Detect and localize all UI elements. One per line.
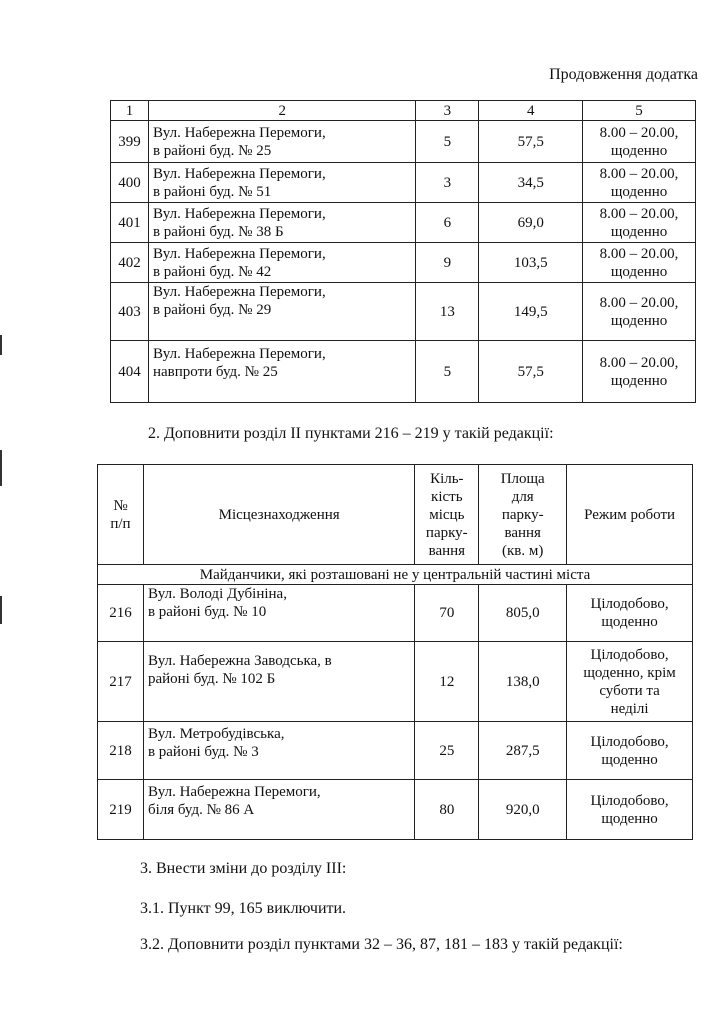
places-cell: 13	[416, 283, 479, 341]
area-cell: 57,5	[479, 121, 583, 163]
table-row	[111, 243, 696, 283]
mode-cell	[567, 722, 693, 780]
row-number: 399	[111, 121, 149, 163]
mode-line: неділі	[610, 700, 649, 717]
mode-cell	[567, 642, 693, 722]
address-cell	[143, 585, 414, 642]
hours-cell	[583, 341, 696, 403]
address-line: біля буд. № 86 А	[147, 802, 255, 818]
col-header-1: 1	[111, 101, 149, 121]
hours-line: 8.00 – 20.00,	[599, 205, 679, 222]
header-area	[479, 465, 567, 565]
area-cell: 34,5	[479, 163, 583, 203]
address-line: Вул. Набережна Перемоги,	[152, 346, 326, 362]
mode-line: Цілодобово,	[590, 646, 669, 663]
hours-line: 8.00 – 20.00,	[599, 245, 679, 262]
places-cell: 9	[416, 243, 479, 283]
table-header-row	[98, 465, 693, 565]
address-line: в районі буд. № 42	[152, 263, 272, 280]
address-line: Вул. Володі Дубініна,	[147, 586, 287, 602]
address-cell	[143, 642, 414, 722]
table-row	[98, 780, 693, 840]
row-number: 402	[111, 243, 149, 283]
col-header-5: 5	[583, 101, 696, 121]
address-cell	[143, 722, 414, 780]
table-row	[111, 121, 696, 163]
header-line: Площа	[500, 470, 545, 487]
header-line: для	[511, 488, 534, 505]
header-location: Місцезнаходження	[143, 465, 414, 565]
address-line: Вул. Набережна Перемоги,	[152, 165, 326, 182]
row-number: 404	[111, 341, 149, 403]
address-cell	[148, 243, 415, 283]
col-header-2: 2	[148, 101, 415, 121]
hours-line: щоденно	[610, 183, 668, 200]
hours-cell	[583, 203, 696, 243]
mode-cell	[567, 780, 693, 840]
header-line: парку-	[501, 506, 544, 523]
address-cell	[148, 163, 415, 203]
table-new-items	[97, 464, 693, 840]
places-cell: 25	[415, 722, 479, 780]
address-line: Вул. Набережна Заводська, в	[147, 653, 332, 669]
places-cell: 5	[416, 121, 479, 163]
places-cell: 3	[416, 163, 479, 203]
area-cell: 805,0	[479, 585, 567, 642]
hours-cell	[583, 163, 696, 203]
hours-line: 8.00 – 20.00,	[599, 124, 679, 141]
continuation-note: Продовження додатка	[549, 66, 698, 83]
address-line: навпроти буд. № 25	[152, 364, 278, 380]
area-cell: 69,0	[479, 203, 583, 243]
col-header-3: 3	[416, 101, 479, 121]
row-number: 400	[111, 163, 149, 203]
header-line: (кв. м)	[502, 542, 544, 559]
table-row	[111, 163, 696, 203]
header-num	[98, 465, 144, 565]
address-line: Вул. Набережна Перемоги,	[152, 284, 326, 300]
header-places	[415, 465, 479, 565]
header-line: №	[113, 497, 128, 514]
address-line: Вул. Набережна Перемоги,	[152, 245, 326, 262]
mode-line: щоденно	[601, 810, 658, 827]
header-line: вання	[504, 524, 541, 541]
header-line: місць	[429, 506, 465, 523]
hours-line: щоденно	[610, 223, 668, 240]
header-mode: Режим роботи	[567, 465, 693, 565]
section-title: Майданчики, які розташовані не у центральній частині міста	[98, 565, 693, 585]
address-cell	[143, 780, 414, 840]
header-line: Кіль-	[430, 470, 464, 487]
address-line: в районі буд. № 10	[147, 604, 267, 620]
address-cell	[148, 283, 415, 341]
paragraph-3: 3. Внести зміни до розділу ІІІ:	[140, 860, 347, 877]
hours-line: щоденно	[610, 142, 668, 159]
paragraph-3-2: 3.2. Доповнити розділ пунктами 32 – 36, 87, 181 – 183 у такій редакції:	[140, 936, 623, 953]
mode-line: Цілодобово,	[590, 596, 669, 612]
mode-line: Цілодобово,	[590, 792, 669, 809]
table-continuation	[110, 100, 696, 403]
area-cell: 103,5	[479, 243, 583, 283]
col-header-4: 4	[479, 101, 583, 121]
row-number: 401	[111, 203, 149, 243]
header-line: парку-	[425, 524, 468, 541]
header-line: кість	[431, 488, 463, 505]
header-line: п/п	[110, 515, 131, 532]
hours-line: 8.00 – 20.00,	[599, 354, 679, 371]
places-cell: 12	[415, 642, 479, 722]
address-line: Вул. Набережна Перемоги,	[147, 784, 321, 800]
scan-margin-mark	[0, 596, 2, 624]
mode-line: щоденно, крім	[583, 664, 676, 681]
table-row	[111, 341, 696, 403]
address-line: в районі буд. № 25	[152, 142, 272, 159]
places-cell: 5	[416, 341, 479, 403]
row-number: 219	[98, 780, 144, 840]
hours-line: 8.00 – 20.00,	[599, 165, 679, 182]
area-cell: 287,5	[479, 722, 567, 780]
places-cell: 80	[415, 780, 479, 840]
area-cell: 149,5	[479, 283, 583, 341]
area-cell: 57,5	[479, 341, 583, 403]
address-cell	[148, 203, 415, 243]
hours-line: щоденно	[610, 312, 668, 329]
table-row	[98, 722, 693, 780]
row-number: 216	[98, 585, 144, 642]
table-row	[111, 203, 696, 243]
mode-cell	[567, 585, 693, 642]
row-number: 217	[98, 642, 144, 722]
address-line: в районі буд. № 3	[147, 744, 259, 760]
paragraph-2: 2. Доповнити розділ ІІ пунктами 216 – 219 у такій редакції:	[148, 425, 554, 442]
table-row	[98, 585, 693, 642]
hours-line: щоденно	[610, 263, 668, 280]
header-line: вання	[428, 542, 466, 559]
mode-line: щоденно	[601, 614, 658, 630]
address-line: районі буд. № 102 Б	[147, 671, 276, 687]
paragraph-3-1: 3.1. Пункт 99, 165 виключити.	[140, 900, 347, 917]
hours-line: 8.00 – 20.00,	[599, 294, 679, 311]
section-row	[98, 565, 693, 585]
hours-line: щоденно	[610, 372, 668, 389]
area-cell: 138,0	[479, 642, 567, 722]
places-cell: 6	[416, 203, 479, 243]
address-cell	[148, 341, 415, 403]
scan-margin-mark	[0, 450, 2, 486]
mode-line: щоденно	[601, 751, 658, 768]
places-cell: 70	[415, 585, 479, 642]
hours-cell	[583, 243, 696, 283]
address-line: Вул. Метробудівська,	[147, 726, 285, 742]
table-header-row	[111, 101, 696, 121]
hours-cell	[583, 121, 696, 163]
address-line: Вул. Набережна Перемоги,	[152, 124, 326, 141]
table-row	[111, 283, 696, 341]
scan-margin-mark	[0, 335, 2, 355]
address-line: в районі буд. № 29	[152, 302, 272, 318]
row-number: 218	[98, 722, 144, 780]
address-line: в районі буд. № 38 Б	[152, 223, 284, 240]
address-line: в районі буд. № 51	[152, 183, 272, 200]
area-cell: 920,0	[479, 780, 567, 840]
address-line: Вул. Набережна Перемоги,	[152, 205, 326, 222]
mode-line: суботи та	[599, 682, 660, 699]
table-row	[98, 642, 693, 722]
address-cell	[148, 121, 415, 163]
mode-line: Цілодобово,	[590, 733, 669, 750]
hours-cell	[583, 283, 696, 341]
row-number: 403	[111, 283, 149, 341]
